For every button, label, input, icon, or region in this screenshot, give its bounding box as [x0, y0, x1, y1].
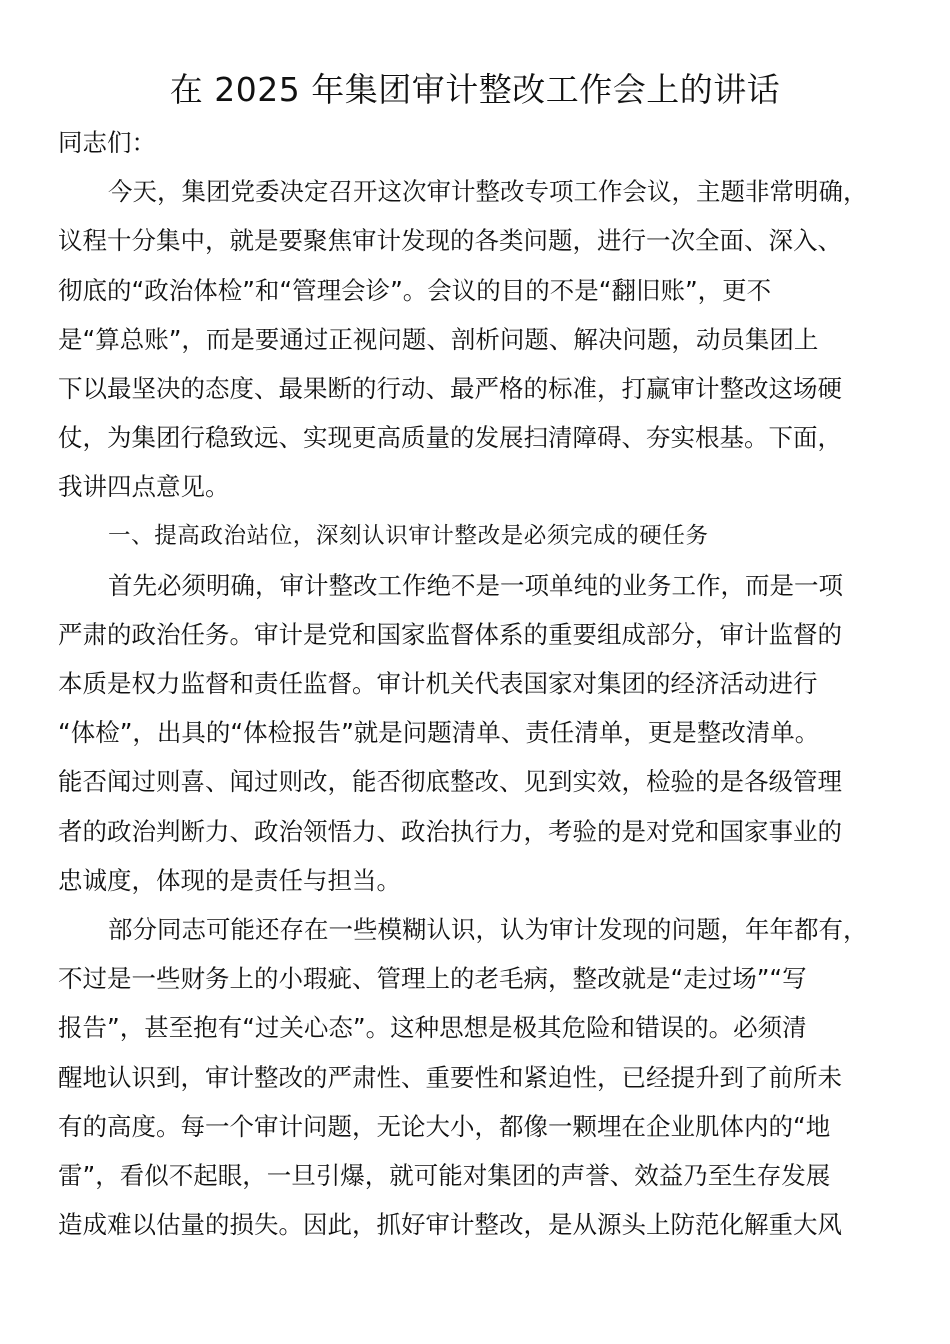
paragraph-line: 仗，为集团行稳致远、实现更高质量的发展扫清障碍、夯实根基。下面， — [58, 423, 842, 453]
paragraph-line: 能否闻过则喜、闻过则改，能否彻底整改、见到实效，检验的是各级管理 — [58, 767, 842, 797]
paragraph-line: 首先必须明确，审计整改工作绝不是一项单纯的业务工作，而是一项 — [108, 570, 843, 600]
paragraph-line: 下以最坚决的态度、最果断的行动、最严格的标准，打赢审计整改这场硬 — [58, 373, 842, 403]
paragraph-line: 者的政治判断力、政治领悟力、政治执行力，考验的是对党和国家事业的 — [58, 816, 842, 846]
paragraph-line: 严肃的政治任务。审计是党和国家监督体系的重要组成部分，审计监督的 — [58, 619, 842, 649]
paragraph-line: 报告”，甚至抱有“过关心态”。这种思想是极其危险和错误的。必须清 — [58, 1013, 807, 1043]
paragraph-line: 我讲四点意见。 — [58, 472, 230, 502]
paragraph-line: 彻底的“政治体检”和“管理会诊”。会议的目的不是“翻旧账”，更不 — [58, 275, 772, 305]
paragraph-line: 是“算总账”，而是要通过正视问题、剖析问题、解决问题，动员集团上 — [58, 324, 819, 354]
paragraph-line: 有的高度。每一个审计问题，无论大小，都像一颗埋在企业肌体内的“地 — [58, 1111, 831, 1141]
paragraph-line: 醒地认识到，审计整改的严肃性、重要性和紧迫性，已经提升到了前所未 — [58, 1062, 842, 1092]
paragraph-line: 议程十分集中，就是要聚焦审计发现的各类问题，进行一次全面、深入、 — [58, 226, 842, 256]
paragraph-line: 雷”，看似不起眼，一旦引爆，就可能对集团的声誉、效益乃至生存发展 — [58, 1160, 831, 1190]
document-body — [58, 118, 894, 1249]
salutation-line: 同志们： — [58, 128, 156, 157]
document-title: 在 2025 年集团审计整改工作会上的讲话 — [169, 70, 781, 109]
paragraph-line: 不过是一些财务上的小瑕疵、管理上的老毛病，整改就是“走过场”“写 — [58, 964, 807, 994]
paragraph-line: 今天，集团党委决定召开这次审计整改专项工作会议，主题非常明确， — [108, 177, 868, 207]
paragraph-line: 部分同志可能还存在一些模糊认识，认为审计发现的问题，年年都有， — [108, 915, 868, 944]
paragraph-line: 忠诚度，体现的是责任与担当。 — [58, 865, 401, 895]
section-heading: 一、提高政治站位，深刻认识审计整改是必须完成的硬任务 — [108, 522, 709, 549]
paragraph-line: 造成难以估量的损失。因此，抓好审计整改，是从源头上防范化解重大风 — [58, 1210, 842, 1240]
paragraph-line: 本质是权力监督和责任监督。审计机关代表国家对集团的经济活动进行 — [58, 669, 818, 699]
paragraph-line: “体检”，出具的“体检报告”就是问题清单、责任清单，更是整改清单。 — [58, 718, 820, 748]
